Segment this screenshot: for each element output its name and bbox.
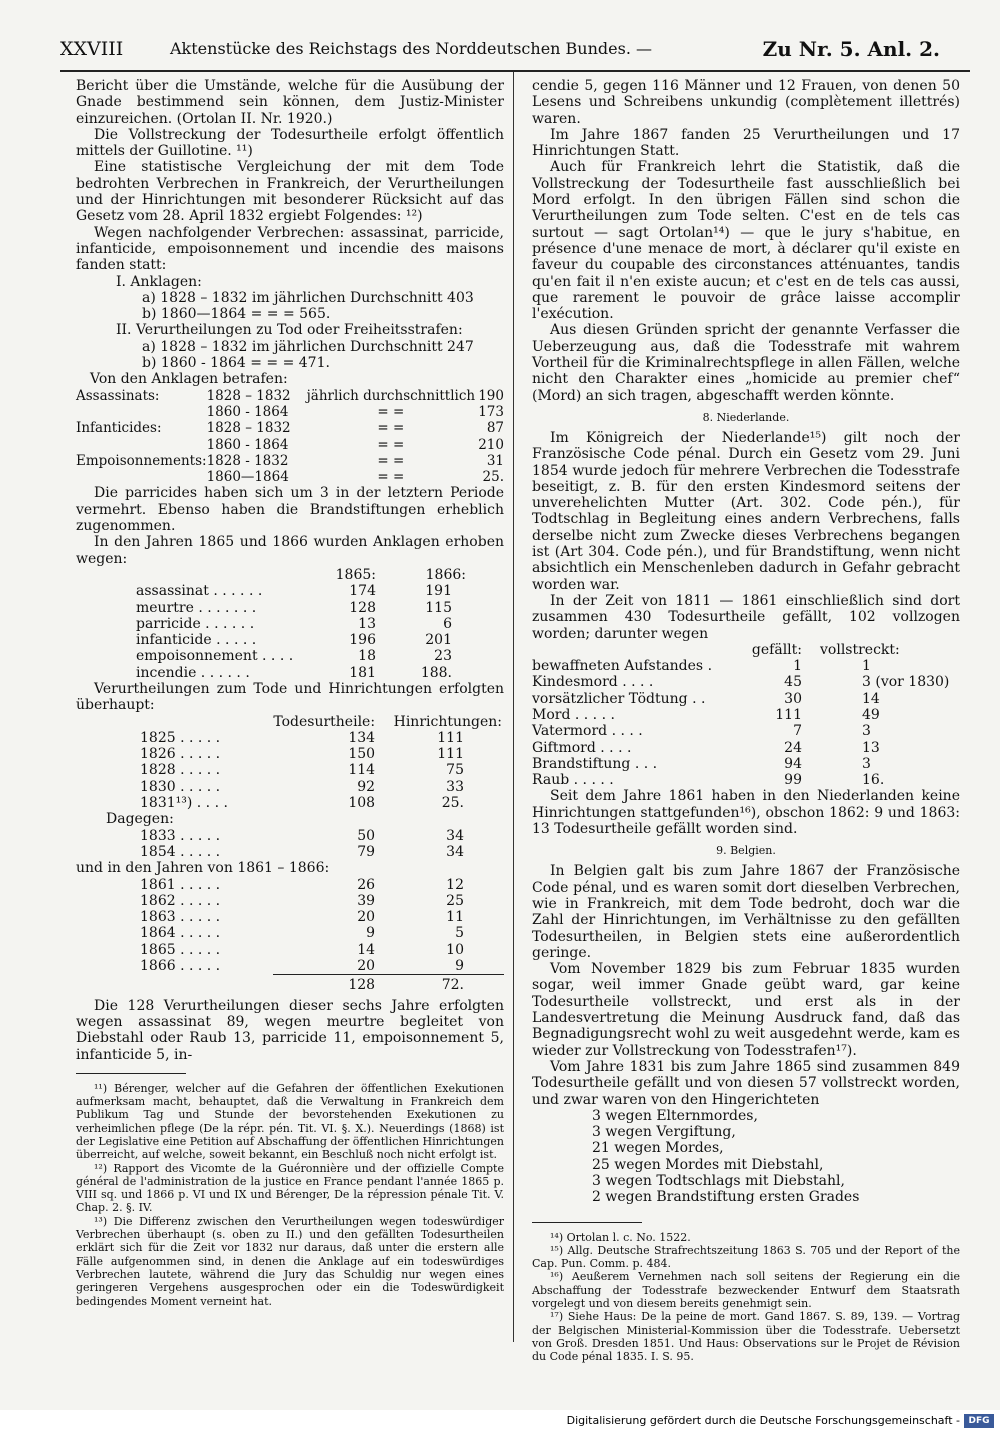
column-header: 1865: [335, 566, 376, 583]
table-row [76, 437, 504, 453]
footnote-17: ¹⁷) Siehe Haus: De la peine de mort. Gand 1867. S. 89, 139. — Vortrag der Belgischen Ministerial-Kommission über die Todesstrafe. Uebersetzt von Groß. Dresden 1851. Und Haus: Observations sur le Projet de Révision du Code pénal 1835. I. S. 95. [532, 1310, 960, 1364]
value-cell: 3 [862, 755, 871, 772]
table-row [136, 648, 466, 664]
row-label: assassinat . . . . . . [136, 583, 263, 600]
row-label: parricide . . . . . . [136, 615, 255, 632]
list-item: 3 wegen Todtschlags mit Diebstahl, [592, 1173, 845, 1189]
table-row [76, 762, 504, 778]
value-cell: 173 [478, 403, 504, 420]
value-cell: 114 [348, 762, 376, 779]
table-row [76, 730, 504, 746]
page-header [60, 36, 960, 66]
period-cell: 1828 – 1832 [206, 420, 291, 437]
value-cell: 14 [357, 941, 376, 958]
footnote-15: ¹⁵) Allg. Deutsche Strafrechtszeitung 1863 S. 705 und der Report of the Cap. Pun. Comm. p. 484. [532, 1243, 960, 1271]
column-header: Todesurtheile: [273, 713, 376, 730]
value-cell: 11 [446, 909, 464, 926]
value-cell: 26 [357, 876, 376, 893]
page-number: XXVIII [60, 38, 124, 60]
qualifier-cell: = = [377, 469, 405, 486]
value-cell: 24 [784, 739, 802, 756]
line: a) 1828 – 1832 im jährlichen Durchschnitt 403 [142, 289, 474, 306]
table-row [76, 420, 504, 436]
row-label: Vatermord . . . . [532, 723, 643, 740]
table-row [532, 756, 960, 772]
right-column [532, 78, 960, 1364]
value-cell: 3 (vor 1830) [862, 674, 950, 691]
value-cell: 92 [357, 778, 376, 795]
niederlande-table [532, 642, 960, 789]
paragraph: Die parricides haben sich um 3 in der letztern Periode vermehrt. Ebenso haben die Brandstiftungen erheblich zugenommen. [76, 485, 504, 535]
value-cell: 3 [862, 723, 871, 740]
heading: Von den Anklagen betrafen: [90, 371, 288, 388]
table-row [76, 828, 504, 844]
table-row [76, 388, 504, 404]
qualifier-cell: = = [377, 452, 405, 469]
row-label: Dagegen: [106, 811, 174, 828]
running-title: Aktenstücke des Reichstags des Norddeutschen Bundes. — [170, 39, 653, 58]
value-cell: 190 [478, 387, 504, 404]
table-row [136, 632, 466, 648]
digitization-footer [0, 1410, 1000, 1432]
sum-cell: 128 [273, 975, 375, 994]
footnote-13: ¹³) Die Differenz zwischen den Verurtheilungen wegen todeswürdiger Verbrechen überhaupt (s. oben zu II.) und den gefällten Todesurtheilen erklärt sich für die Zeit vor 1832 nur daraus, daß unter die erstern alle Fälle aufgenommen sind, in denen die Anklage auf ein todeswürdiges Verbrechen lautete, während die Jury das Schuldig nur wegen eines geringeren Vergehens ausgesprochen oder ein die Todeswürdigkeit bedingendes Moment verneint hat. [76, 1214, 504, 1308]
table-row [76, 746, 504, 762]
table-row [532, 658, 960, 674]
column-header: 1866: [425, 566, 466, 583]
anklagen-1865-table [136, 567, 466, 681]
paragraph: Im Jahre 1867 fanden 25 Verurtheilungen und 17 Hinrichtungen Statt. [532, 126, 960, 160]
paragraph: cendie 5, gegen 116 Männer und 12 Frauen, von denen 50 Lesens und Schreibens unkundig (complètement illettrés) waren. [532, 78, 960, 127]
paragraph: Wegen nachfolgender Verbrechen: assassinat, parricide, infanticide, empoisonnement und incendie des maisons fanden statt: [76, 224, 504, 274]
qualifier-cell: = = [377, 436, 405, 453]
table-row [76, 779, 504, 795]
row-label: meurtre . . . . . . . [136, 599, 257, 616]
value-cell: 75 [446, 762, 464, 779]
value-cell: 10 [446, 941, 464, 958]
value-cell: 79 [357, 843, 376, 860]
value-cell: 25 [446, 892, 464, 909]
paragraph: Auch für Frankreich lehrt die Statistik, daß die Vollstreckung der Todesurtheile fast ausschließlich bei Mord erfolgt. In den übrigen Fällen sind schon die Verurtheilungen zum Tode selten. C'est en de tels cas surtout — sagt Ortolan¹⁴) — que le jury s'habitue, en présence d'une menace de mort, à déclarer qu'il existe en faveur du coupable des circonstances atténuantes, tandis qu'en fait il n'en existe aucun; et c'est en de tels cas aussi, que rarement le pouvoir de grâce laisse accomplir l'exécution. [532, 159, 960, 323]
header-rule [60, 70, 970, 72]
row-label: Infanticides: [76, 420, 162, 437]
column-header: gefällt: [751, 641, 802, 658]
row-label [76, 404, 207, 420]
row-label: incendie . . . . . . [136, 664, 250, 681]
value-cell: 150 [348, 746, 376, 763]
paragraph: Im Königreich der Niederlande¹⁵) gilt noch der Französische Code pénal. Durch ein Gesetz vom 29. Juni 1854 wurde jedoch für mehrere Verbrechen die Todesstrafe beseitigt, z. B. für den ersten Kindesmord seitens der unverehelichten Mutter (Art. 302. Code pén.), für Todtschlag in Begleitung eines andern Verbrechens, falls derselbe nicht zum Zwecke dieses Verbrechens begangen ist (Art 304. Code pén.), und für Brandstiftung, wenn nicht absichtlich ein Menschenleben dadurch in Gefahr gebracht worden war. [532, 429, 960, 593]
value-cell: 7 [793, 723, 802, 740]
row-label: 1864 . . . . . [140, 925, 221, 942]
verurtheilungen-table [76, 714, 504, 994]
paragraph: Aus diesen Gründen spricht der genannte Verfasser die Ueberzeugung aus, daß die Todesstrafe mit wahrem Vortheil für die Kriminalrechtspflege in allen Fällen, welche nicht den Charakter eines „homicide au premier chef“ (Mord) an sich tragen, abgeschafft werden könnte. [532, 322, 960, 404]
period-cell: 1860 - 1864 [206, 436, 289, 453]
betrafen-table [76, 388, 504, 486]
value-cell: 20 [357, 909, 376, 926]
footnote-14: ¹⁴) Ortolan l. c. No. 1522. [550, 1230, 691, 1244]
paragraph: Die 128 Verurtheilungen dieser sechs Jahre erfolgten wegen assassinat 89, wegen meurtre begleitet von Diebstahl oder Raub 13, parricide 11, empoisonnement 5, infanticide 5, in- [76, 997, 504, 1063]
list-item: 21 wegen Mordes, [592, 1140, 724, 1157]
footnote-12: ¹²) Rapport des Vicomte de la Guéronnière und der offizielle Compte général de l'administration de la justice en France pendant l'année 1865 p. VIII sq. und 1866 p. VI und IX und Bérenger, De la répression pénale Tit. V. Chap. 2. §. IV. [76, 1161, 504, 1215]
value-cell: 50 [357, 827, 376, 844]
paragraph: In der Zeit von 1811 — 1861 einschließlich sind dort zusammen 430 Todesurtheile gefällt, 102 vollzogen worden; darunter wegen [532, 592, 960, 642]
heading: I. Anklagen: [116, 273, 202, 290]
row-label: bewaffneten Aufstandes . [532, 658, 713, 675]
paragraph: Vom Jahre 1831 bis zum Jahre 1865 sind zusammen 849 Todesurtheile gefällt und von diesen 57 vollstreckt worden, und zwar waren von den Hingerichteten [532, 1058, 960, 1108]
paragraph: Seit dem Jahre 1861 haben in den Niederlanden keine Hinrichtungen stattgefunden¹⁶), obschon 1862: 9 und 1863: 13 Todesurtheile gefällt worden sind. [532, 788, 960, 838]
value-cell: 45 [784, 674, 802, 691]
table-row [76, 844, 504, 860]
value-cell: 188. [420, 664, 452, 681]
qualifier-cell: jährlich durchschnittlich [306, 387, 476, 404]
row-label: Giftmord . . . . [532, 739, 632, 756]
value-cell: 111 [437, 746, 464, 763]
table-row [136, 583, 466, 599]
row-label: 1863 . . . . . [140, 909, 221, 926]
value-cell: 1 [793, 658, 802, 675]
row-label: empoisonnement . . . . [136, 648, 294, 665]
value-cell: 34 [446, 827, 464, 844]
row-label: vorsätzlicher Tödtung . . [532, 690, 706, 707]
value-cell: 1 [862, 658, 871, 675]
value-cell: 210 [478, 436, 504, 453]
table-row [136, 665, 466, 681]
footnote-rule [76, 1073, 186, 1074]
section-heading: 9. Belgien. [716, 844, 776, 858]
row-label: 1830 . . . . . [140, 778, 221, 795]
row-label: Kindesmord . . . . [532, 674, 654, 691]
dfg-logo: DFG [964, 1414, 994, 1428]
table-row [76, 958, 504, 975]
document-reference: Zu Nr. 5. Anl. 2. [762, 37, 940, 61]
value-cell: 12 [446, 876, 464, 893]
paragraph: Die Vollstreckung der Todesurtheile erfolgt öffentlich mittels der Guillotine. ¹¹) [76, 126, 504, 160]
period-cell: 1828 – 1832 [206, 387, 291, 404]
value-cell: 18 [358, 648, 376, 665]
value-cell: 94 [784, 755, 802, 772]
period-cell: 1828 - 1832 [206, 452, 289, 469]
value-cell: 20 [357, 958, 376, 975]
row-label: 1831¹³) . . . . [140, 795, 228, 812]
row-label: Raub . . . . . [532, 772, 614, 789]
row-label: 1865 . . . . . [140, 941, 221, 958]
value-cell: 99 [784, 772, 802, 789]
row-label: 1866 . . . . . [140, 958, 221, 975]
table-row [76, 925, 504, 941]
section-heading: 8. Niederlande. [702, 410, 790, 424]
footnote-11: ¹¹) Bérenger, welcher auf die Gefahren der öffentlichen Exekutionen aufmerksam macht, behauptet, daß die Verwaltung in Frankreich dem Publikum Tag und Stunde der bevorstehenden Exekutionen zu verheimlichen pflege (De la répr. pén. Tit. VI. §. X.). Neuerdings (1868) ist der Legislative eine Petition auf Abschaffung der öffentlichen Hinrichtungen überreicht, auf welche, soweit bekannt, ein Beschluß noch nicht erfolgt ist. [76, 1081, 504, 1162]
table-row [532, 674, 960, 690]
row-label: 1826 . . . . . [140, 746, 221, 763]
table-row [76, 877, 504, 893]
left-column [76, 78, 504, 1308]
column-divider [513, 72, 514, 1342]
paragraph: In den Jahren 1865 und 1866 wurden Anklagen erhoben wegen: [76, 534, 504, 567]
value-cell: 9 [366, 925, 376, 942]
value-cell: 30 [784, 690, 802, 707]
execution-list [532, 1108, 960, 1206]
table-row [532, 772, 960, 788]
footnote-16: ¹⁶) Aeußerem Vernehmen nach soll seitens der Regierung ein die Abschaffung der Todesstrafe bezweckender Entwurf dem Staatsrath vorgelegt und von diesem bereits genehmigt sein. [532, 1270, 960, 1311]
value-cell: 34 [446, 843, 464, 860]
value-cell: 39 [357, 892, 376, 909]
line: b) 1860 - 1864 = = = 471. [142, 355, 330, 372]
table-row [76, 453, 504, 469]
value-cell: 25. [482, 469, 504, 486]
value-cell: 6 [443, 615, 452, 632]
row-label: Mord . . . . . [532, 706, 615, 723]
row-label: und in den Jahren von 1861 – 1866: [76, 860, 330, 877]
row-label: 1854 . . . . . [140, 843, 221, 860]
value-cell: 25. [441, 795, 464, 812]
value-cell: 111 [775, 706, 802, 723]
row-label [76, 469, 207, 485]
value-cell: 174 [349, 583, 376, 600]
value-cell: 13 [862, 739, 880, 756]
line: b) 1860—1864 = = = 565. [142, 306, 331, 323]
paragraph: Bericht über die Umstände, welche für die Ausübung der Gnade bestimmend sein können, dem Justiz-Minister einzureichen. (Ortolan II. Nr. 1920.) [76, 78, 504, 127]
list-item: 2 wegen Brandstiftung ersten Grades [592, 1189, 860, 1206]
column-header: vollstreckt: [820, 641, 900, 658]
value-cell: 111 [437, 729, 464, 746]
value-cell: 33 [446, 778, 464, 795]
sum-cell: 72. [375, 975, 504, 994]
row-label: Assassinats: [76, 387, 160, 404]
table-row [532, 707, 960, 723]
column-header: Hinrichtungen: [393, 713, 502, 730]
value-cell: 191 [425, 583, 452, 600]
row-label: 1862 . . . . . [140, 892, 221, 909]
value-cell: 115 [425, 599, 452, 616]
value-cell: 87 [486, 420, 504, 437]
footnote-rule [532, 1222, 642, 1223]
value-cell: 31 [486, 452, 504, 469]
value-cell: 108 [348, 795, 376, 812]
heading: II. Verurtheilungen zu Tod oder Freiheitsstrafen: [116, 322, 463, 339]
table-row [532, 691, 960, 707]
row-label: 1861 . . . . . [140, 876, 221, 893]
anklagen-block [76, 274, 504, 372]
table-row [136, 616, 466, 632]
paragraph: Verurtheilungen zum Tode und Hinrichtungen erfolgten überhaupt: [76, 680, 504, 714]
row-label: 1833 . . . . . [140, 827, 221, 844]
value-cell: 128 [349, 599, 376, 616]
period-cell: 1860 - 1864 [206, 403, 289, 420]
value-cell: 181 [349, 664, 376, 681]
value-cell: 49 [862, 706, 880, 723]
row-label: Brandstiftung . . . [532, 755, 658, 772]
list-item: 3 wegen Elternmordes, [592, 1107, 758, 1124]
row-label: 1828 . . . . . [140, 762, 221, 779]
qualifier-cell: = = [377, 420, 405, 437]
value-cell: 196 [349, 632, 376, 649]
list-item: 3 wegen Vergiftung, [592, 1124, 736, 1141]
value-cell: 5 [455, 925, 464, 942]
period-cell: 1860—1864 [206, 469, 289, 486]
value-cell: 134 [348, 729, 376, 746]
table-row [532, 740, 960, 756]
table-row [76, 909, 504, 925]
table-row [76, 893, 504, 909]
row-label [76, 437, 207, 453]
table-row [532, 723, 960, 739]
list-item: 25 wegen Mordes mit Diebstahl, [592, 1156, 824, 1173]
qualifier-cell: = = [377, 403, 405, 420]
table-row [76, 795, 504, 811]
funding-credit: Digitalisierung gefördert durch die Deutsche Forschungsgemeinschaft - [566, 1414, 960, 1427]
line: a) 1828 – 1832 im jährlichen Durchschnitt 247 [142, 338, 474, 355]
row-label: Empoisonnements: [76, 452, 207, 469]
row-label: infanticide . . . . . [136, 632, 257, 649]
value-cell: 201 [425, 632, 452, 649]
table-row [76, 469, 504, 485]
value-cell: 13 [358, 615, 376, 632]
table-row [76, 404, 504, 420]
value-cell: 16. [862, 772, 885, 789]
value-cell: 9 [455, 958, 464, 975]
row-label: 1825 . . . . . [140, 729, 221, 746]
table-row [136, 600, 466, 616]
value-cell: 14 [862, 690, 880, 707]
paragraph: Eine statistische Vergleichung der mit dem Tode bedrohten Verbrechen in Frankreich, der Verurtheilungen und der Hinrichtungen mit besonderer Rücksicht auf das Gesetz vom 28. April 1832 ergiebt Folgendes: ¹²) [76, 159, 504, 225]
table-row [76, 942, 504, 958]
paragraph: Vom November 1829 bis zum Februar 1835 wurden sogar, weil immer Gnade geübt ward, gar keine Todesurtheile vollstreckt, und erst als in der Landesvertretung die Meinung Ausdruck fand, daß das Begnadigungsrecht wohl zu weit ausgedehnt werde, kam es wieder zur Vollstreckung von Todesstrafen¹⁷). [532, 961, 960, 1059]
value-cell: 23 [434, 648, 452, 665]
paragraph: In Belgien galt bis zum Jahre 1867 der Französische Code pénal, und es waren somit dort dieselben Verbrechen, wie in Frankreich, mit dem Tode bedroht, doch war die Zahl der Hinrichtungen, im Verhältnisse zu den gefällten Todesurtheilen, in Belgien stets eine außerordentlich geringe. [532, 863, 960, 961]
